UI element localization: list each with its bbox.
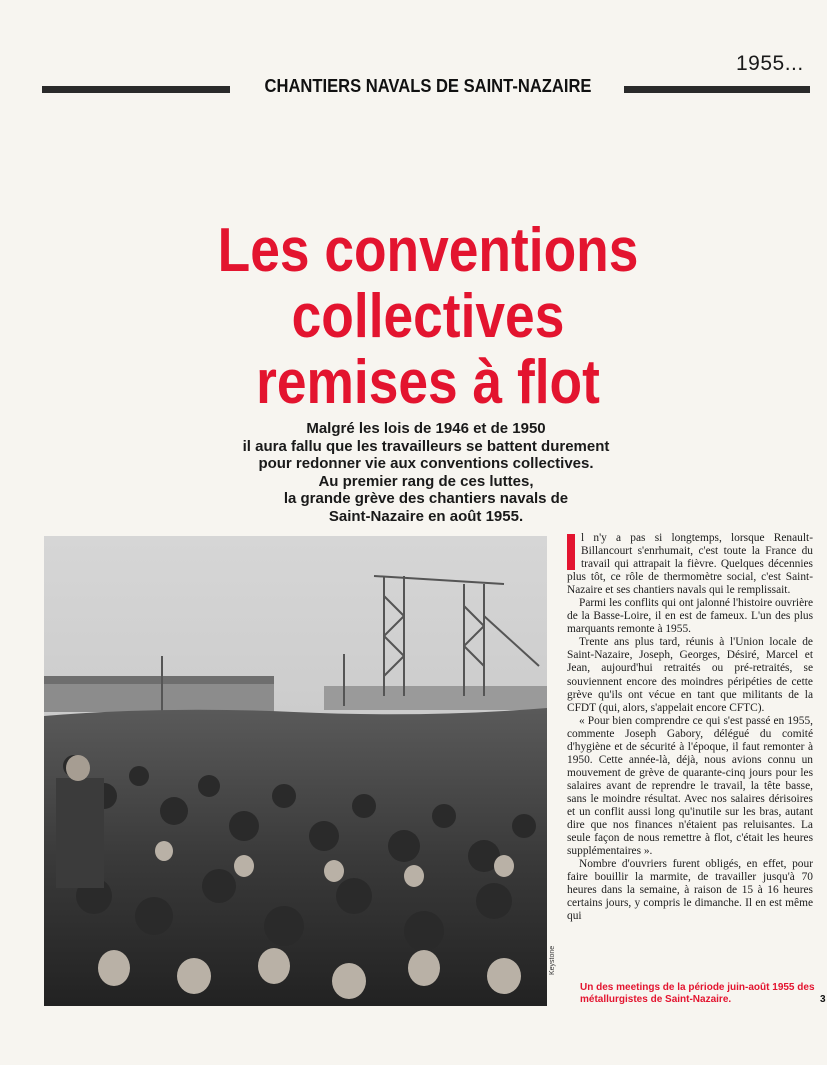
section-rubric: CHANTIERS NAVALS DE SAINT-NAZAIRE [264, 76, 592, 96]
article-paragraph: Parmi les conflits qui ont jalonné l'histoire ouvrière de la Basse-Loire, il en est de fameux. L'un des plus marquants remonte à 1955. [567, 597, 813, 636]
drop-cap-bar [567, 534, 575, 570]
header-rule-left [42, 86, 230, 93]
article-paragraph: « Pour bien comprendre ce qui s'est passé en 1955, commente Joseph Gabory, délégué du comité d'hygiène et de sécurité à l'époque, il faut remonter à 1950. Cette année-là, déjà, nous avions connu un mouvement de grève de quarante-cinq jours pour les salaires avant de reprendre le travail, la tête basse, sans le moindre résultat. Avec nos salaires dérisoires et un conflit aussi long qu'inutile sur les bras, autant dire que nos finances n'étaient pas reluisantes. La seule façon de nous remettre à flot, c'était les heures supplémentaires ». [567, 714, 813, 858]
lead-line: Malgré les lois de 1946 et de 1950 [306, 420, 546, 437]
page-number: 3 [820, 994, 826, 1005]
lead-line: la grande grève des chantiers navals de [283, 490, 569, 507]
title-line: remises à flot [256, 348, 600, 417]
lead-line: il aura fallu que les travailleurs se battent durement [242, 437, 610, 455]
header-rule-right [624, 86, 810, 93]
title-line: Les conventions [217, 216, 639, 285]
photo-credit: Keystone [549, 945, 556, 975]
lead-line: Au premier rang de ces luttes, [318, 472, 534, 490]
year-label: 1955... [736, 52, 804, 75]
article-paragraph: Trente ans plus tard, réunis à l'Union locale de Saint-Nazaire, Joseph, Georges, Désiré, Marcel et Jean, aujourd'hui retraités ou pré-retraités, se souviennent encore des moindres péripéties de cette grève qu'ils ont vécue en tant que militants de la CFDT (qui, alors, s'appelait encore CFTC). [567, 636, 813, 714]
article-title [180, 218, 675, 416]
title-line: collectives [291, 282, 565, 351]
photo-caption: Un des meetings de la période juin-août 1955 des métallurgistes de Saint-Nazaire. [580, 982, 815, 1005]
article-lead [206, 420, 646, 525]
lead-line: Saint-Nazaire en août 1955. [328, 507, 524, 525]
crowd-photo [44, 536, 547, 1006]
lead-line: pour redonner vie aux conventions collectives. [258, 455, 594, 472]
article-body [567, 532, 813, 923]
article-paragraph: Nombre d'ouvriers furent obligés, en effet, pour faire bouillir la marmite, de travailler jusqu'à 70 heures dans la semaine, à raison de 15 à 16 heures certains jours, y compris le dimanche. Il en est même qui [567, 858, 813, 923]
crowd-photo-illustration [44, 536, 547, 1006]
article-paragraph: l n'y a pas si longtemps, lorsque Renault-Billancourt s'enrhumait, c'est toute la France du travail qui attrapait la fièvre. Quelques décennies plus tôt, ce rôle de thermomètre social, c'est Saint-Nazaire et ses chantiers navals qui le remplissait. [567, 532, 813, 597]
